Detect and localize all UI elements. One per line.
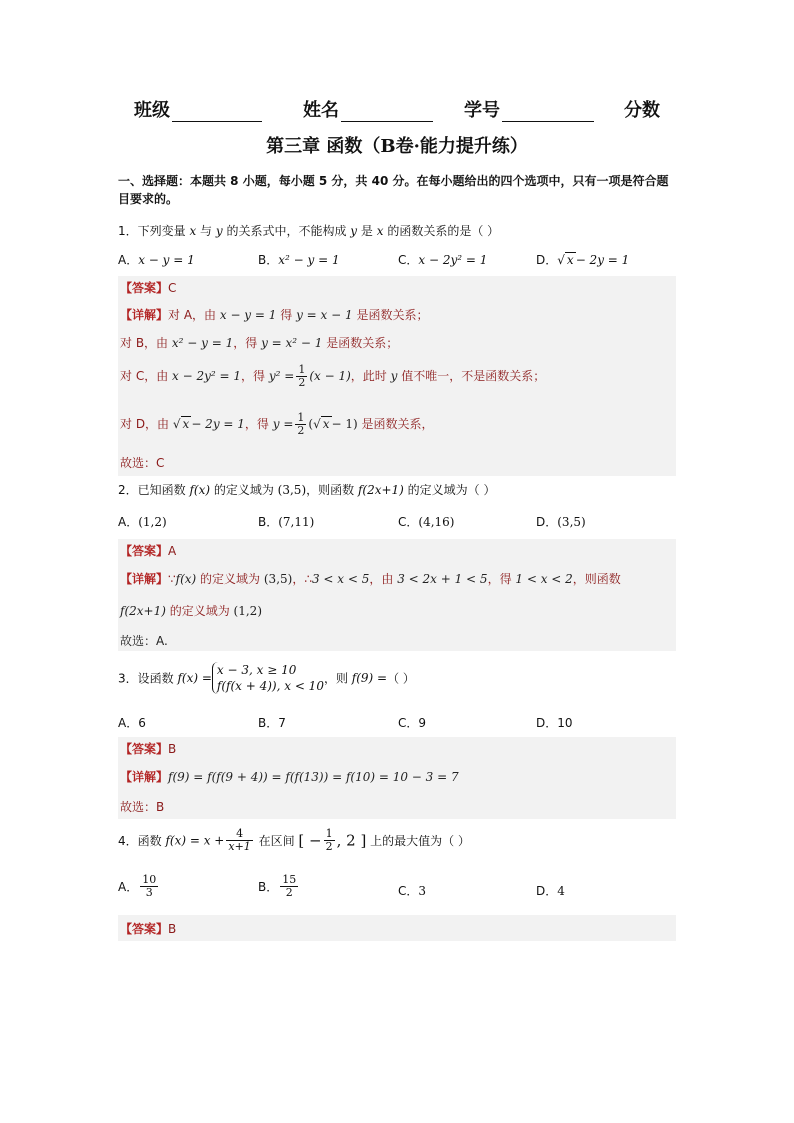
question-1-answer-box <box>118 276 676 476</box>
q2-option-c[interactable]: C．(4,16) <box>398 515 455 529</box>
q4-option-b[interactable]: B． $\frac{15}{2}$ <box>258 873 297 899</box>
student-id-field[interactable]: 学号 <box>464 96 594 122</box>
q1-answer: 【答案】C <box>120 281 177 295</box>
q2-detail-b: f(2x+1) 的定义域为 (1,2) <box>120 604 262 618</box>
header-fields <box>0 96 794 124</box>
piecewise-brace: x − 3, x ≥ 10 f(f(x + 4)), x < 10 <box>212 662 324 694</box>
q2-detail-a: 【详解】∵f(x) 的定义域为 (3,5)，∴3 < x < 5，由 3 < 2x + 1 < 5，得 1 < x < 2，则函数 <box>120 572 621 586</box>
question-2-answer-box <box>118 539 676 651</box>
q1-detail-d: 对 D，由 √ x − 2y = 1，得 y = $\frac{1}{2}$ (√ x − 1) 是函数关系， <box>120 411 434 437</box>
question-2-stem: 2．已知函数 f(x) 的定义域为 (3,5)，则函数 f(2x+1) 的定义域为（ ） <box>118 483 496 497</box>
question-1-options <box>118 251 678 271</box>
q3-detail: 【详解】f(9) = f(f(9 + 4)) = f(f(13)) = f(10) = 10 − 3 = 7 <box>120 770 459 784</box>
q2-option-d[interactable]: D．(3,5) <box>536 515 586 529</box>
q1-option-b[interactable]: B．x² − y = 1 <box>258 253 340 267</box>
q3-option-c[interactable]: C．9 <box>398 716 427 730</box>
q3-option-b[interactable]: B．7 <box>258 716 286 730</box>
q4-option-a[interactable]: A． $\frac{10}{3}$ <box>118 873 157 899</box>
question-3-stem: 3．设函数 f(x) =x − 3, x ≥ 10 f(f(x + 4)), x < 10，则 f(9) =（ ） <box>118 663 415 693</box>
q1-detail-a: 【详解】对 A，由 x − y = 1 得 y = x − 1 是函数关系； <box>120 308 429 322</box>
question-4-options <box>118 874 678 908</box>
question-3-answer-box <box>118 737 676 819</box>
q1-final: 故选：C <box>120 456 165 470</box>
q2-option-b[interactable]: B．(7,11) <box>258 515 315 529</box>
question-1-stem: 1．下列变量 x 与 y 的关系式中，不能构成 y 是 x 的函数关系的是（ ） <box>118 224 500 238</box>
class-blank[interactable] <box>172 103 262 122</box>
name-field[interactable]: 姓名 <box>303 96 433 122</box>
q1-detail-c: 对 C，由 x − 2y² = 1，得 y² = $\frac{1}{2}$ (x − 1)，此时 y 值不唯一，不是函数关系； <box>120 363 546 389</box>
score-field: 分数 <box>624 100 660 121</box>
q3-option-d[interactable]: D．10 <box>536 716 573 730</box>
q4-option-c[interactable]: C．3 <box>398 884 427 898</box>
question-3-options <box>118 714 678 734</box>
id-blank[interactable] <box>502 103 594 122</box>
class-field[interactable]: 班级 <box>134 96 262 122</box>
question-2-options <box>118 513 678 533</box>
page-title: 第三章 函数（B卷·能力提升练） <box>266 136 528 157</box>
q1-option-a[interactable]: A．x − y = 1 <box>118 253 195 267</box>
q2-option-a[interactable]: A．(1,2) <box>118 515 167 529</box>
q2-answer: 【答案】A <box>120 544 177 558</box>
q1-option-d[interactable]: D．√ x − 2y = 1 <box>536 253 630 267</box>
q1-option-c[interactable]: C．x − 2y² = 1 <box>398 253 488 267</box>
q3-option-a[interactable]: A．6 <box>118 716 146 730</box>
q3-answer: 【答案】B <box>120 742 177 756</box>
question-4-stem: 4．函数 f(x) = x + $\frac{4}{x+1}$ 在区间 [ − $\frac{1}{2}$ , 2 ] 上的最大值为（ ） <box>118 827 470 853</box>
name-blank[interactable] <box>341 103 433 122</box>
section-heading: 一、选择题：本题共 8 小题，每小题 5 分，共 40 分。在每小题给出的四个选项中，只有一项是符合题目要求的。 <box>118 174 669 206</box>
q1-detail-b: 对 B，由 x² − y = 1，得 y = x² − 1 是函数关系； <box>120 336 399 350</box>
q2-final: 故选：A. <box>120 634 168 648</box>
q4-answer: 【答案】B <box>120 922 177 936</box>
q4-option-d[interactable]: D．4 <box>536 884 565 898</box>
question-4-answer-box <box>118 915 676 941</box>
q3-final: 故选：B <box>120 800 165 814</box>
